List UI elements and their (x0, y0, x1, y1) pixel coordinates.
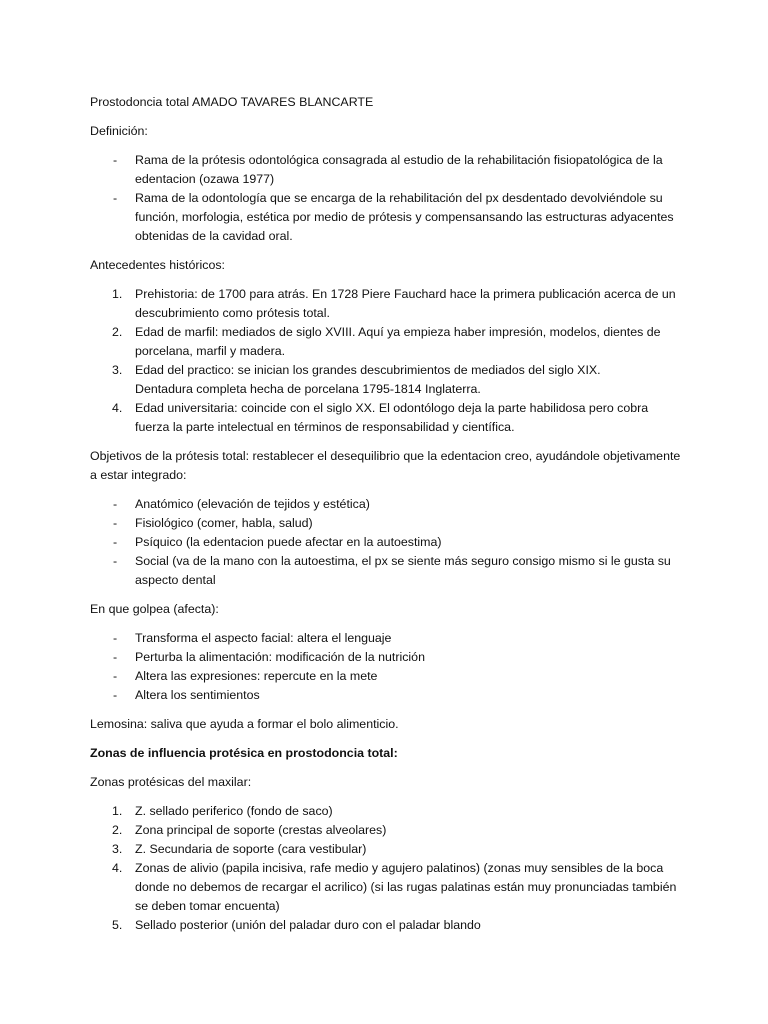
dash-bullet: - (113, 516, 118, 530)
list-item: - Social (va de la mano con la autoestima, el px se siente más seguro consigo mismo si le gusta su aspecto dental (113, 554, 671, 587)
antecedentes-list (90, 285, 682, 437)
golpea-heading: En que golpea (afecta): (90, 602, 219, 616)
list-number: 1. (112, 804, 123, 818)
objetivos-heading: Objetivos de la prótesis total: restablecer el desequilibrio que la edentacion creo, ayudándole objetivamente a estar integrado: (90, 449, 681, 482)
dash-bullet: - (113, 554, 118, 568)
list-item: - Psíquico (la edentacion puede afectar en la autoestima) (90, 533, 682, 552)
list-number: 2. (112, 325, 123, 339)
list-item: - Transforma el aspecto facial: altera el lenguaje (90, 629, 682, 648)
dash-bullet: - (113, 631, 118, 645)
list-item: - Fisiológico (comer, habla, salud) (90, 514, 682, 533)
dash-bullet: - (113, 535, 118, 549)
golpea-list (90, 629, 682, 705)
list-item: 1. Z. sellado periferico (fondo de saco) (90, 802, 682, 821)
list-number: 3. (112, 363, 123, 377)
dash-bullet: - (113, 688, 118, 702)
document-title: Prostodoncia total AMADO TAVARES BLANCARTE (90, 95, 374, 109)
list-item: 4. Edad universitaria: coincide con el siglo XX. El odontólogo deja la parte habilidosa pero cobra fuerza la parte intelectual en términos de responsabilidad y científica. (112, 401, 649, 434)
list-item: 2. Zona principal de soporte (crestas alveolares) (90, 821, 682, 840)
list-item: 1. Prehistoria: de 1700 para atrás. En 1728 Piere Fauchard hace la primera publicación acerca de un descubrimiento como prótesis total. (112, 287, 676, 320)
definicion-list (90, 151, 682, 246)
antecedentes-heading: Antecedentes históricos: (90, 258, 225, 272)
list-item: 3. Z. Secundaria de soporte (cara vestibular) (90, 840, 682, 859)
list-number: 5. (112, 918, 123, 932)
list-item: - Rama de la odontología que se encarga de la rehabilitación del px desdentado devolviéndole su función, morfologia, estética por medio de prótesis y compensansando las estructuras adyacentes obtenidas de la cavidad oral. (113, 191, 674, 243)
list-item: 2. Edad de marfil: mediados de siglo XVIII. Aquí ya empieza haber impresión, modelos, dientes de porcelana, marfil y madera. (112, 325, 661, 358)
list-number: 2. (112, 823, 123, 837)
list-item: - Perturba la alimentación: modificación de la nutrición (90, 648, 682, 667)
list-number: 4. (112, 861, 123, 875)
dash-bullet: - (113, 669, 118, 683)
list-number: 3. (112, 842, 123, 856)
zonas-maxilar-heading: Zonas protésicas del maxilar: (90, 775, 252, 789)
dash-bullet: - (113, 191, 118, 205)
dash-bullet: - (113, 153, 118, 167)
dash-bullet: - (113, 650, 118, 664)
lemosina-paragraph: Lemosina: saliva que ayuda a formar el bolo alimenticio. (90, 717, 399, 731)
list-item: - Altera los sentimientos (90, 686, 682, 705)
list-item: - Altera las expresiones: repercute en la mete (90, 667, 682, 686)
list-number: 1. (112, 287, 123, 301)
list-item: 4. Zonas de alivio (papila incisiva, rafe medio y agujero palatinos) (zonas muy sensibles de la boca donde no debemos de recargar el acrilico) (si las rugas palatinas están muy pronunciadas también se deben tomar encuenta) (112, 861, 677, 913)
list-item: 5. Sellado posterior (unión del paladar duro con el paladar blando (90, 916, 682, 935)
list-item: - Rama de la prótesis odontológica consagrada al estudio de la rehabilitación fisiopatológica de la edentacion (ozawa 1977) (113, 153, 663, 186)
zonas-maxilar-list (90, 802, 682, 935)
objetivos-list (90, 495, 682, 590)
list-item: - Anatómico (elevación de tejidos y estética) (90, 495, 682, 514)
zonas-heading: Zonas de influencia protésica en prostodoncia total: (90, 746, 398, 760)
list-number: 4. (112, 401, 123, 415)
dash-bullet: - (113, 497, 118, 511)
document-content (90, 93, 682, 945)
list-item: 3. Edad del practico: se inician los grandes descubrimientos de mediados del siglo XIX. (90, 361, 682, 380)
definicion-heading: Definición: (90, 124, 148, 138)
list-item: Dentadura completa hecha de porcelana 1795-1814 Inglaterra. (135, 382, 481, 396)
